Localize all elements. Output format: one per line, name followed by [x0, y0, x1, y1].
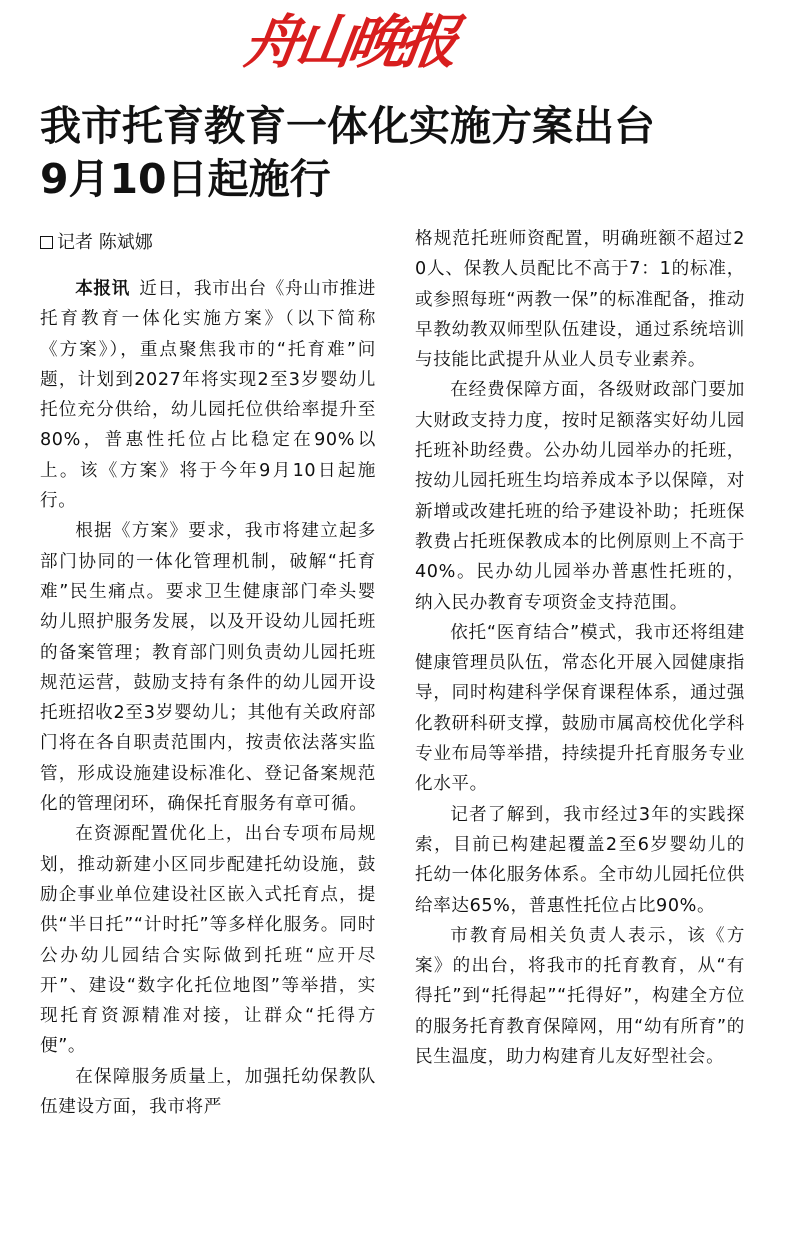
byline-text: 记者 陈斌娜	[57, 232, 153, 253]
paragraph-3: 在资源配置优化上，出台专项布局规划，推动新建小区同步配建托幼设施，鼓励企事业单位建设社区嵌入式托育点，提供“半日托”“计时托”等多样化服务。同时公办幼儿园结合实际做到托班“应开尽开”、建设“数字化托位地图”等举措，实现托育资源精准对接，让群众“托得方便”。	[40, 824, 376, 1057]
headline-line-2: 9月10日起施行	[40, 155, 331, 203]
article-body	[40, 224, 745, 1252]
paragraph-5: 在经费保障方面，各级财政部门要加大财政支持力度，按时足额落实好幼儿园托班补助经费。公办幼儿园举办的托班，按幼儿园托班生均培养成本予以保障，对新增或改建托班的给予建设补助；托班保教费占托班保教成本的比例原则上不高于40%。民办幼儿园举办普惠性托班的，纳入民办教育专项资金支持范围。	[415, 380, 745, 613]
paragraph-8: 市教育局相关负责人表示，该《方案》的出台，将我市的托育教育，从“有得托”到“托得起”“托得好”，构建全方位的服务托育教育保障网，用“幼有所育”的民生温度，助力构建育儿友好型社会。	[415, 925, 745, 1068]
article-column-left	[40, 224, 376, 1252]
paragraph-6: 依托“医育结合”模式，我市还将组建健康管理员队伍，常态化开展入园健康指导，同时构建科学保育课程体系，通过强化教研科研支撑，鼓励市属高校优化学科专业布局等举措，持续提升托育服务专业化水平。	[415, 622, 745, 795]
paragraph-4-continued: 格规范托班师资配置，明确班额不超过20人、保教人员配比不高于7：1的标准，或参照每班“两教一保”的标准配备，推动早教幼教双师型队伍建设，通过系统培训与技能比武提升从业人员专业素养。	[415, 229, 745, 371]
byline	[40, 224, 376, 262]
lead-label: 本报讯	[75, 279, 130, 299]
headline-line-1: 我市托育教育一体化实施方案出台	[40, 102, 655, 150]
newspaper-masthead: 舟山晚报	[239, 8, 457, 76]
headline	[40, 100, 760, 206]
article-column-right	[415, 224, 745, 1252]
paragraph-1-text: 近日，我市出台《舟山市推进托育教育一体化实施方案》（以下简称《方案》），重点聚焦我市的“托育难”问题，计划到2027年将实现2至3岁婴幼儿托位充分供给，幼儿园托位供给率提升至80%，普惠性托位占比稳定在90%以上。该《方案》将于今年9月10日起施行。	[40, 279, 376, 512]
byline-marker-icon	[40, 236, 53, 249]
paragraph-4-start: 在保障服务质量上，加强托幼保教队伍建设方面，我市将严	[40, 1066, 376, 1118]
paragraph-2: 根据《方案》要求，我市将建立起多部门协同的一体化管理机制，破解“托育难”民生痛点。要求卫生健康部门牵头婴幼儿照护服务发展，以及开设幼儿园托班的备案管理；教育部门则负责幼儿园托班规范运营，鼓励支持有条件的幼儿园开设托班招收2至3岁婴幼儿；其他有关政府部门将在各自职责范围内，按责依法落实监管，形成设施建设标准化、登记备案规范化的管理闭环，确保托育服务有章可循。	[40, 521, 376, 815]
paragraph-1	[40, 274, 376, 516]
paragraph-7: 记者了解到，我市经过3年的实践探索，目前已构建起覆盖2至6岁婴幼儿的托幼一体化服务体系。全市幼儿园托位供给率达65%，普惠性托位占比90%。	[415, 804, 745, 916]
